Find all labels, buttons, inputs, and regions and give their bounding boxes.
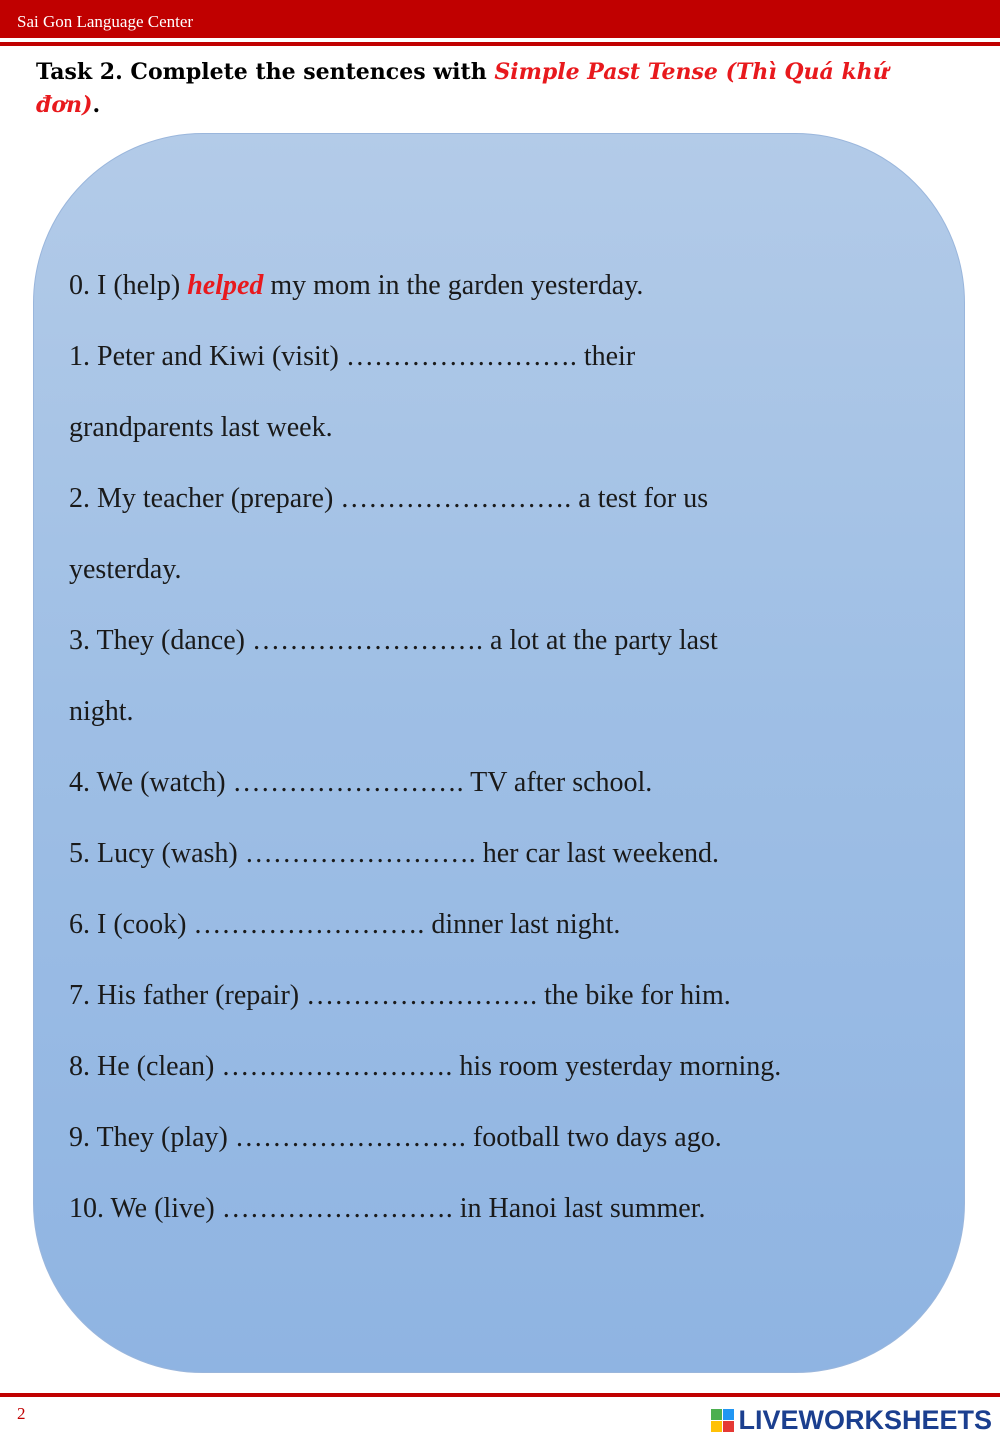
brand-logo[interactable] [711, 1405, 992, 1436]
task-prefix: Task 2. Complete the sentences with [36, 59, 495, 85]
exercise-line: 7. His father (repair) ……………………. the bike for him. [69, 980, 731, 1011]
page-number: 2 [17, 1404, 26, 1423]
exercise-line: 2. My teacher (prepare) ……………………. a test for us [69, 483, 709, 514]
example-after: my mom in the garden yesterday. [263, 270, 644, 301]
exercise-line: 9. They (play) ……………………. football two days ago. [69, 1122, 722, 1153]
exercise-line: yesterday. [69, 554, 182, 585]
footer-divider [0, 1393, 1000, 1397]
task-instruction [36, 56, 956, 122]
exercise-line: 1. Peter and Kiwi (visit) ……………………. their [69, 341, 636, 372]
example-answer: helped [187, 270, 264, 301]
exercise-line: 4. We (watch) ……………………. TV after school. [69, 767, 653, 798]
exercise-line: 5. Lucy (wash) ……………………. her car last weekend. [69, 838, 720, 869]
example-sentence [69, 250, 959, 321]
task-emphasis: Simple Past Tense (Thì Quá khứ đơn) [36, 59, 889, 118]
example-before: 0. I (help) [69, 270, 188, 301]
header-divider [0, 42, 1000, 46]
header-title: Sai Gon Language Center [17, 12, 194, 31]
task-suffix: . [92, 92, 101, 118]
exercise-list [69, 250, 959, 1244]
exercise-line: grandparents last week. [69, 412, 333, 443]
exercise-line: 3. They (dance) ……………………. a lot at the party last [69, 625, 718, 656]
exercise-line: night. [69, 696, 134, 727]
header-bar [0, 0, 1000, 38]
exercise-line: 6. I (cook) ……………………. dinner last night. [69, 909, 621, 940]
exercise-line: 10. We (live) ……………………. in Hanoi last summer. [69, 1193, 706, 1224]
blocks-icon [711, 1409, 734, 1432]
exercise-line: 8. He (clean) ……………………. his room yesterday morning. [69, 1051, 782, 1082]
brand-name: LIVEWORKSHEETS [738, 1405, 992, 1435]
